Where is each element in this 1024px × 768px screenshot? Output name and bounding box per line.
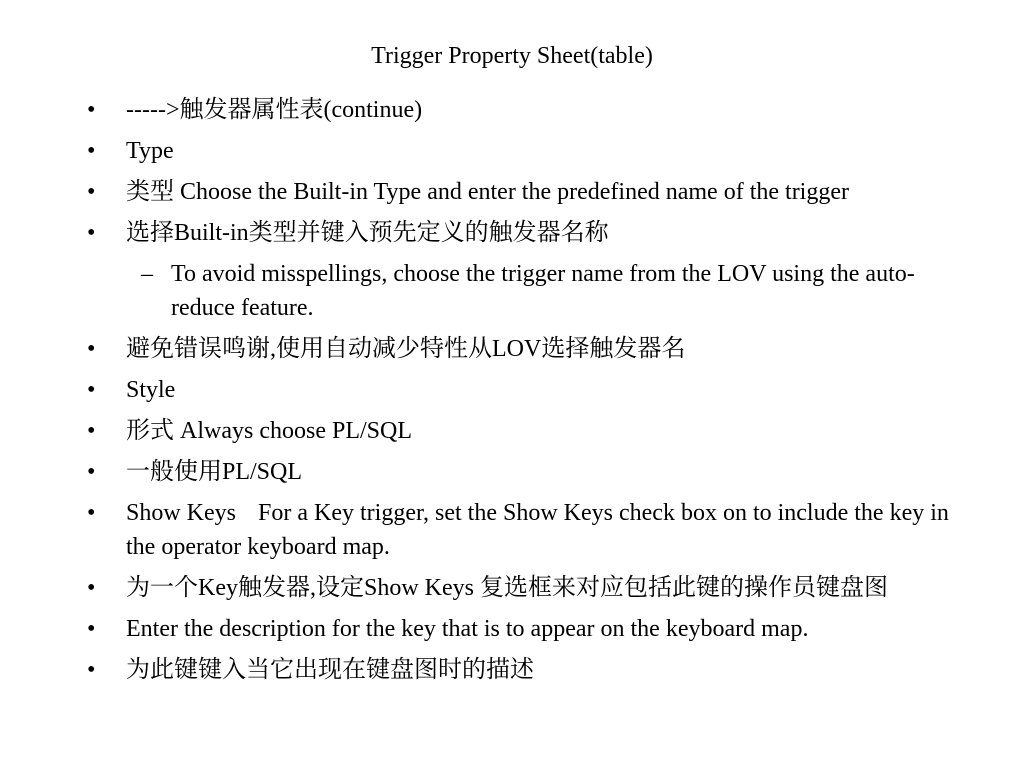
bullet-marker: • (87, 97, 96, 123)
bullet-item-description-zh (0, 653, 1024, 687)
bullet-marker: • (87, 657, 96, 683)
bullet-marker: • (87, 179, 96, 205)
bullet-item-style (0, 373, 1024, 407)
bullet-marker: • (87, 418, 96, 444)
bullet-text: 选择Built-in类型并键入预先定义的触发器名称 (126, 220, 609, 246)
bullet-marker: • (87, 616, 96, 642)
bullet-text: 避免错误鸣谢,使用自动减少特性从LOV选择触发器名 (126, 336, 686, 362)
bullet-text: 为一个Key触发器,设定Show Keys 复选框来对应包括此键的操作员键盘图 (126, 575, 888, 601)
bullet-text: For a Key trigger, set the Show Keys check box on to include the key in the operator keyboard map. (126, 500, 949, 560)
bullet-text: 一般使用PL/SQL (126, 459, 303, 485)
bullet-marker: • (87, 459, 96, 485)
bullet-marker: • (87, 575, 96, 601)
bullet-item-continue (0, 93, 1024, 127)
bullet-item-avoid-misspellings-zh (0, 332, 1024, 366)
sub-bullet-marker: – (141, 261, 153, 287)
bullet-marker: • (87, 138, 96, 164)
sub-bullet-item-avoid-misspellings (0, 257, 1024, 325)
bullet-text: Type (126, 138, 174, 164)
bullet-item-description (0, 612, 1024, 646)
bullet-text: ----->触发器属性表(continue) (126, 97, 423, 123)
bullet-text: 形式 Always choose PL/SQL (126, 418, 412, 444)
bullet-item-type-choose (0, 175, 1024, 209)
bullet-text: 类型 Choose the Built-in Type and enter the predefined name of the trigger (126, 179, 849, 205)
bullet-item-style-plsql-zh (0, 455, 1024, 489)
bullet-marker: • (87, 220, 96, 246)
bullet-marker: • (87, 500, 96, 526)
bullet-item-style-plsql (0, 414, 1024, 448)
bullet-label: Show Keys (126, 500, 237, 526)
bullet-text: 为此键键入当它出现在键盘图时的描述 (126, 657, 534, 683)
bullet-text: Enter the description for the key that is to appear on the keyboard map. (126, 616, 809, 642)
slide-title: Trigger Property Sheet(table) (371, 43, 653, 69)
bullet-list (0, 93, 1024, 694)
bullet-marker: • (87, 336, 96, 362)
bullet-item-type (0, 134, 1024, 168)
sub-bullet-text: To avoid misspellings, choose the trigger name from the LOV using the auto-reduce feature. (171, 261, 915, 321)
bullet-text: Style (126, 377, 176, 403)
bullet-item-show-keys (0, 496, 1024, 564)
bullet-marker: • (87, 377, 96, 403)
bullet-item-type-choose-zh (0, 216, 1024, 250)
bullet-item-show-keys-zh (0, 571, 1024, 605)
